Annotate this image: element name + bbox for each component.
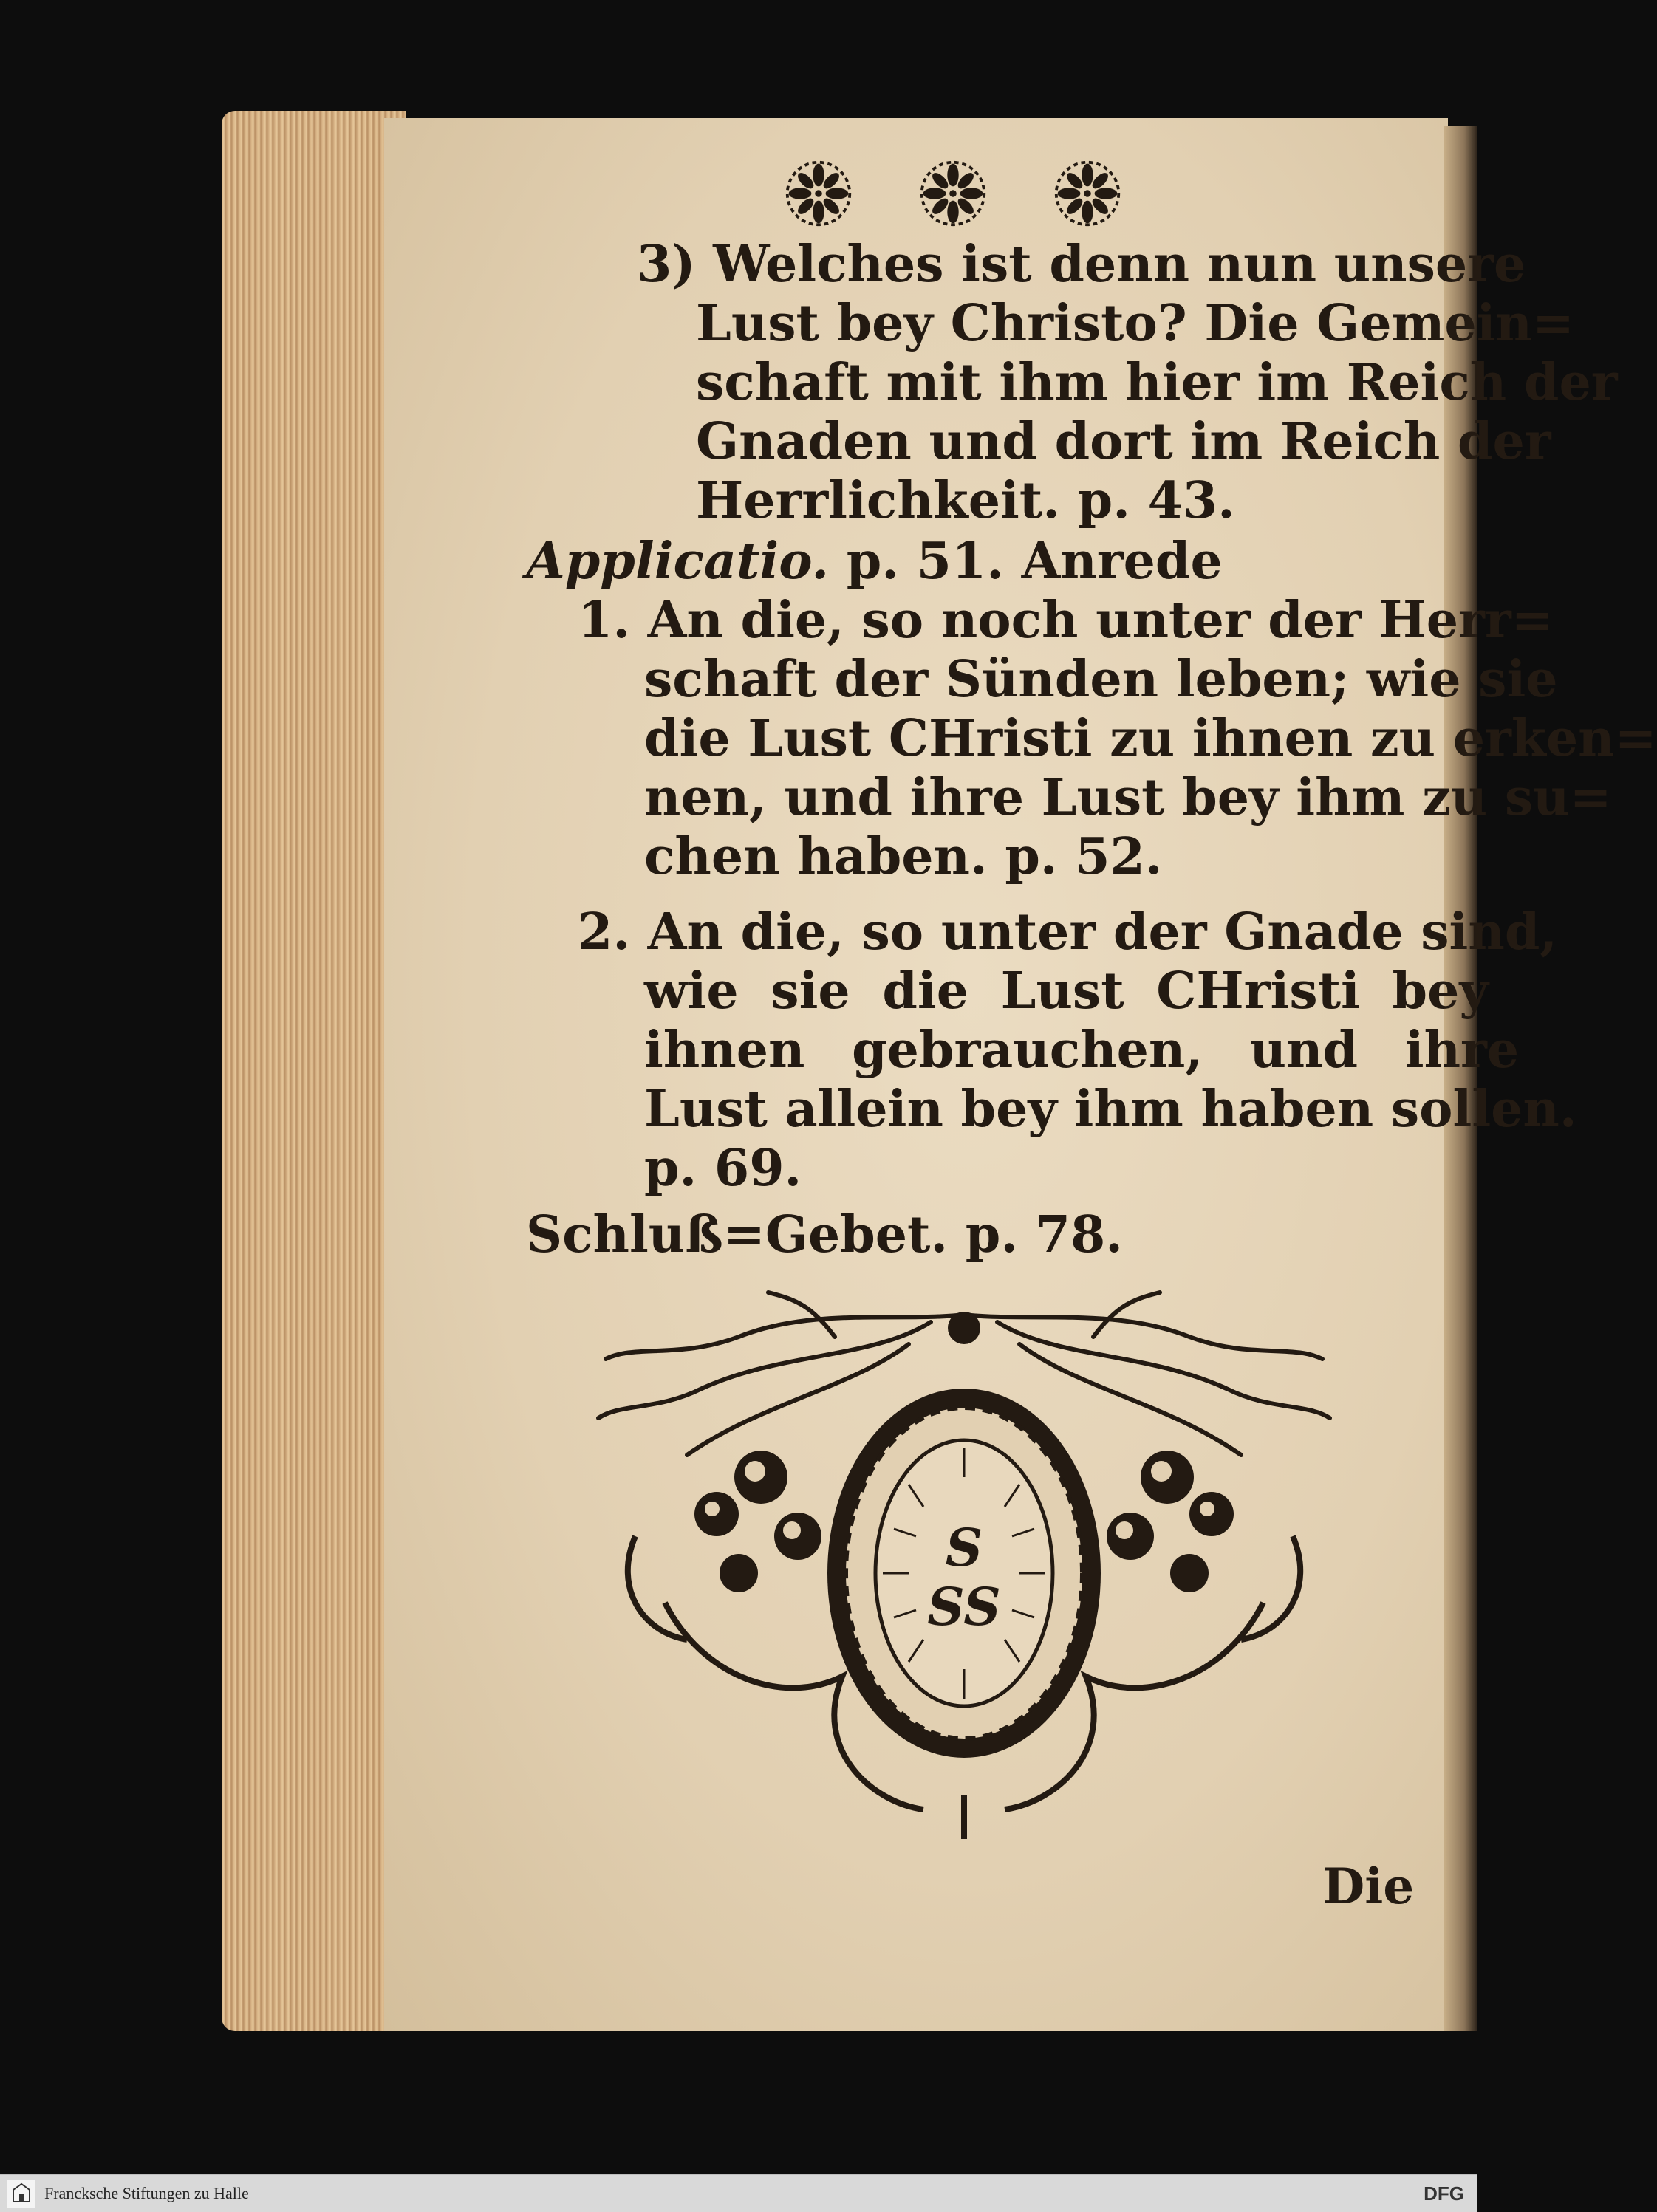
text-line: 3) Welches ist denn nun unsere (637, 235, 1526, 294)
text-line: nen, und ihre Lust bey ihm zu su= (644, 768, 1612, 827)
rosette-icon (783, 158, 854, 229)
rosette-icon (1052, 158, 1123, 229)
text-line: 1. An die, so noch unter der Herr= (578, 591, 1554, 650)
institution-logo-icon (7, 2180, 35, 2208)
text-line: 2. An die, so unter der Gnade sind, (578, 903, 1558, 962)
footer-institution: Francksche Stiftungen zu Halle (44, 2184, 249, 2202)
applicatio-line (526, 532, 1223, 591)
closing-prayer-line: Schluß=Gebet. p. 78. (526, 1205, 1123, 1264)
text-line: ihnen gebrauchen, und ihre (644, 1021, 1520, 1080)
vignette-ornament (591, 1292, 1337, 1846)
text-line: schaft der Sünden leben; wie sie (644, 650, 1558, 709)
book-page-edges (222, 111, 406, 2031)
text-line: Herrlichkeit. p. 43. (696, 471, 1235, 530)
vignette-letter: SS (927, 1576, 1001, 1637)
vignette-letter: S (945, 1517, 983, 1578)
text-line: die Lust CHristi zu ihnen zu erken= (644, 709, 1657, 768)
footer-bar (0, 2174, 1477, 2212)
ornament-row (783, 158, 1123, 232)
text-line: Lust allein bey ihm haben sollen. (644, 1080, 1577, 1139)
footer-funder: DFG (1424, 2182, 1464, 2205)
text-line: schaft mit ihm hier im Reich der (696, 353, 1618, 412)
catchword: Die (1322, 1857, 1415, 1915)
text-line: Lust bey Christo? Die Gemein= (696, 294, 1574, 353)
applicatio-rest: p. 51. Anrede (846, 532, 1223, 591)
text-line: Gnaden und dort im Reich der (696, 412, 1551, 471)
text-line: wie sie die Lust CHristi bey (644, 962, 1489, 1021)
text-line: p. 69. (644, 1139, 802, 1198)
applicatio-label: Applicatio. (526, 532, 830, 591)
rosette-icon (918, 158, 988, 229)
text-line: chen haben. p. 52. (644, 827, 1163, 886)
